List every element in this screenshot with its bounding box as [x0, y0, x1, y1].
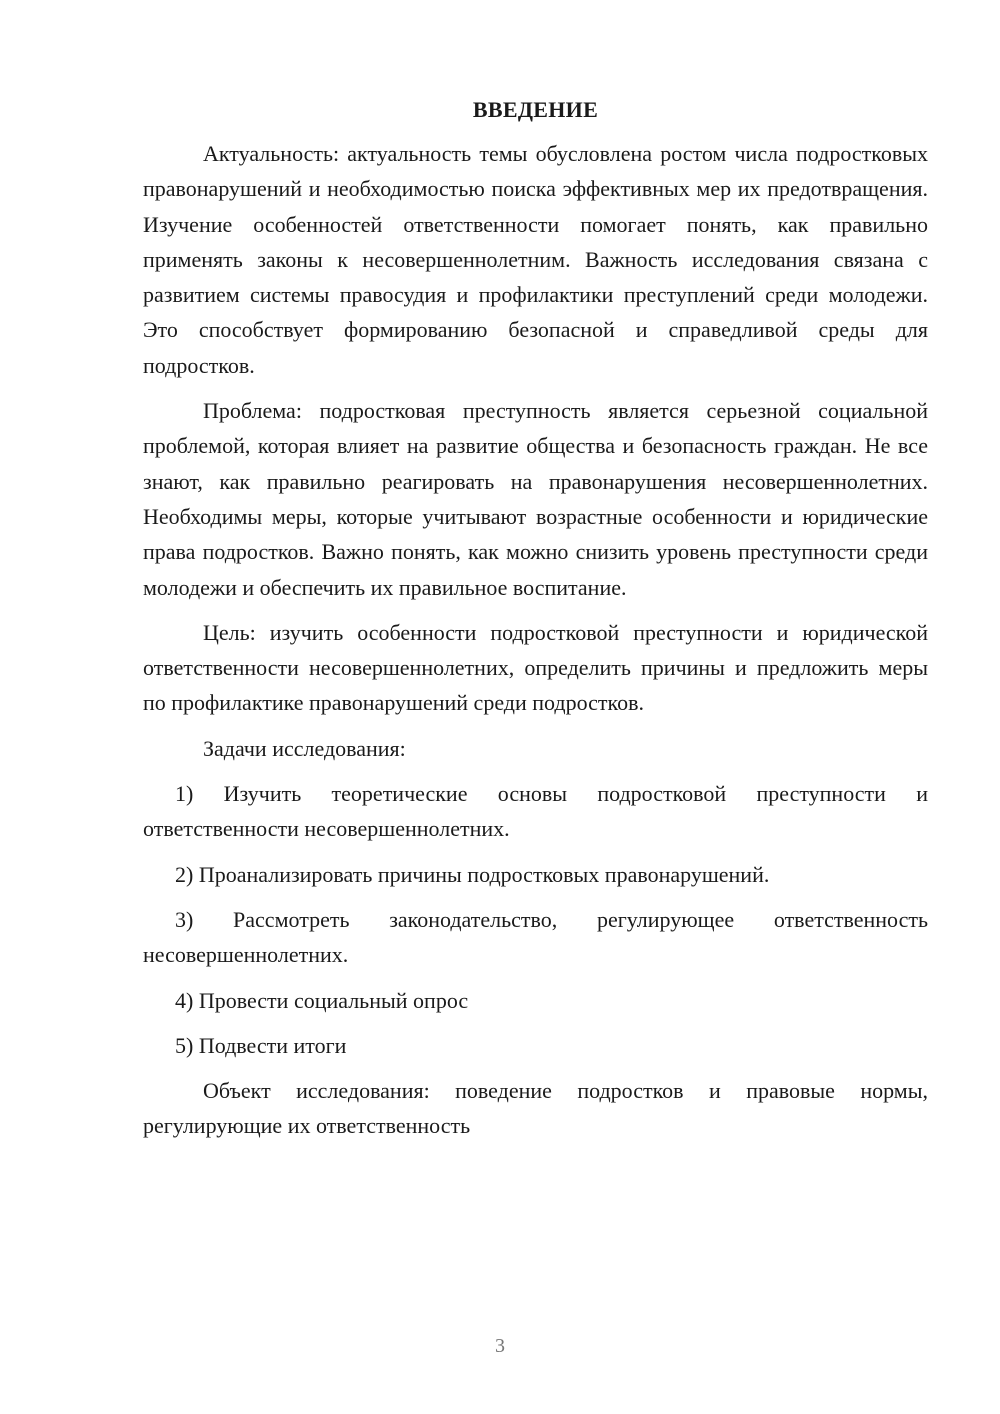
- paragraph-object: Объект исследования: поведение подростков и правовые нормы, регулирующие их ответственность: [143, 1078, 928, 1139]
- task-item: 5) Подвести итоги: [175, 1032, 347, 1058]
- page-number: 3: [495, 1335, 505, 1357]
- paragraph-relevance: Актуальность: актуальность темы обусловлена ростом числа подростковых правонарушений и необходимостью поиска эффективных мер их предотвращения. Изучение особенностей ответственности помогает понять, как правильно применять законы к несовершеннолетним. Важность исследования связана с развитием системы правосудия и профилактики преступлений среди молодежи. Это способствует формированию безопасной и справедливой среды для подростков.: [143, 141, 928, 378]
- task-item: 1) Изучить теоретические основы подростковой преступности и ответственности несовершеннолетних.: [143, 781, 928, 842]
- section-title: ВВЕДЕНИЕ: [472, 97, 599, 122]
- task-item: 3) Рассмотреть законодательство, регулирующее ответственность несовершеннолетних.: [143, 906, 928, 968]
- page-content: [143, 94, 928, 1154]
- tasks-list: [143, 776, 928, 1063]
- task-item: 4) Провести социальный опрос: [175, 987, 469, 1013]
- tasks-heading: Задачи исследования:: [203, 735, 406, 761]
- paragraph-problem: Проблема: подростковая преступность является серьезной социальной проблемой, которая влияет на развитие общества и безопасность граждан. Не все знают, как правильно реагировать на правонарушения несовершеннолетних. Необходимы меры, которые учитывают возрастные особенности и юридические права подростков. Важно понять, как можно снизить уровень преступности среди молодежи и обеспечить их правильное воспитание.: [143, 398, 928, 600]
- paragraph-goal: Цель: изучить особенности подростковой преступности и юридической ответственности несовершеннолетних, определить причины и предложить меры по профилактике правонарушений среди подростков.: [143, 619, 928, 716]
- task-item: 2) Проанализировать причины подростковых правонарушений.: [175, 861, 770, 887]
